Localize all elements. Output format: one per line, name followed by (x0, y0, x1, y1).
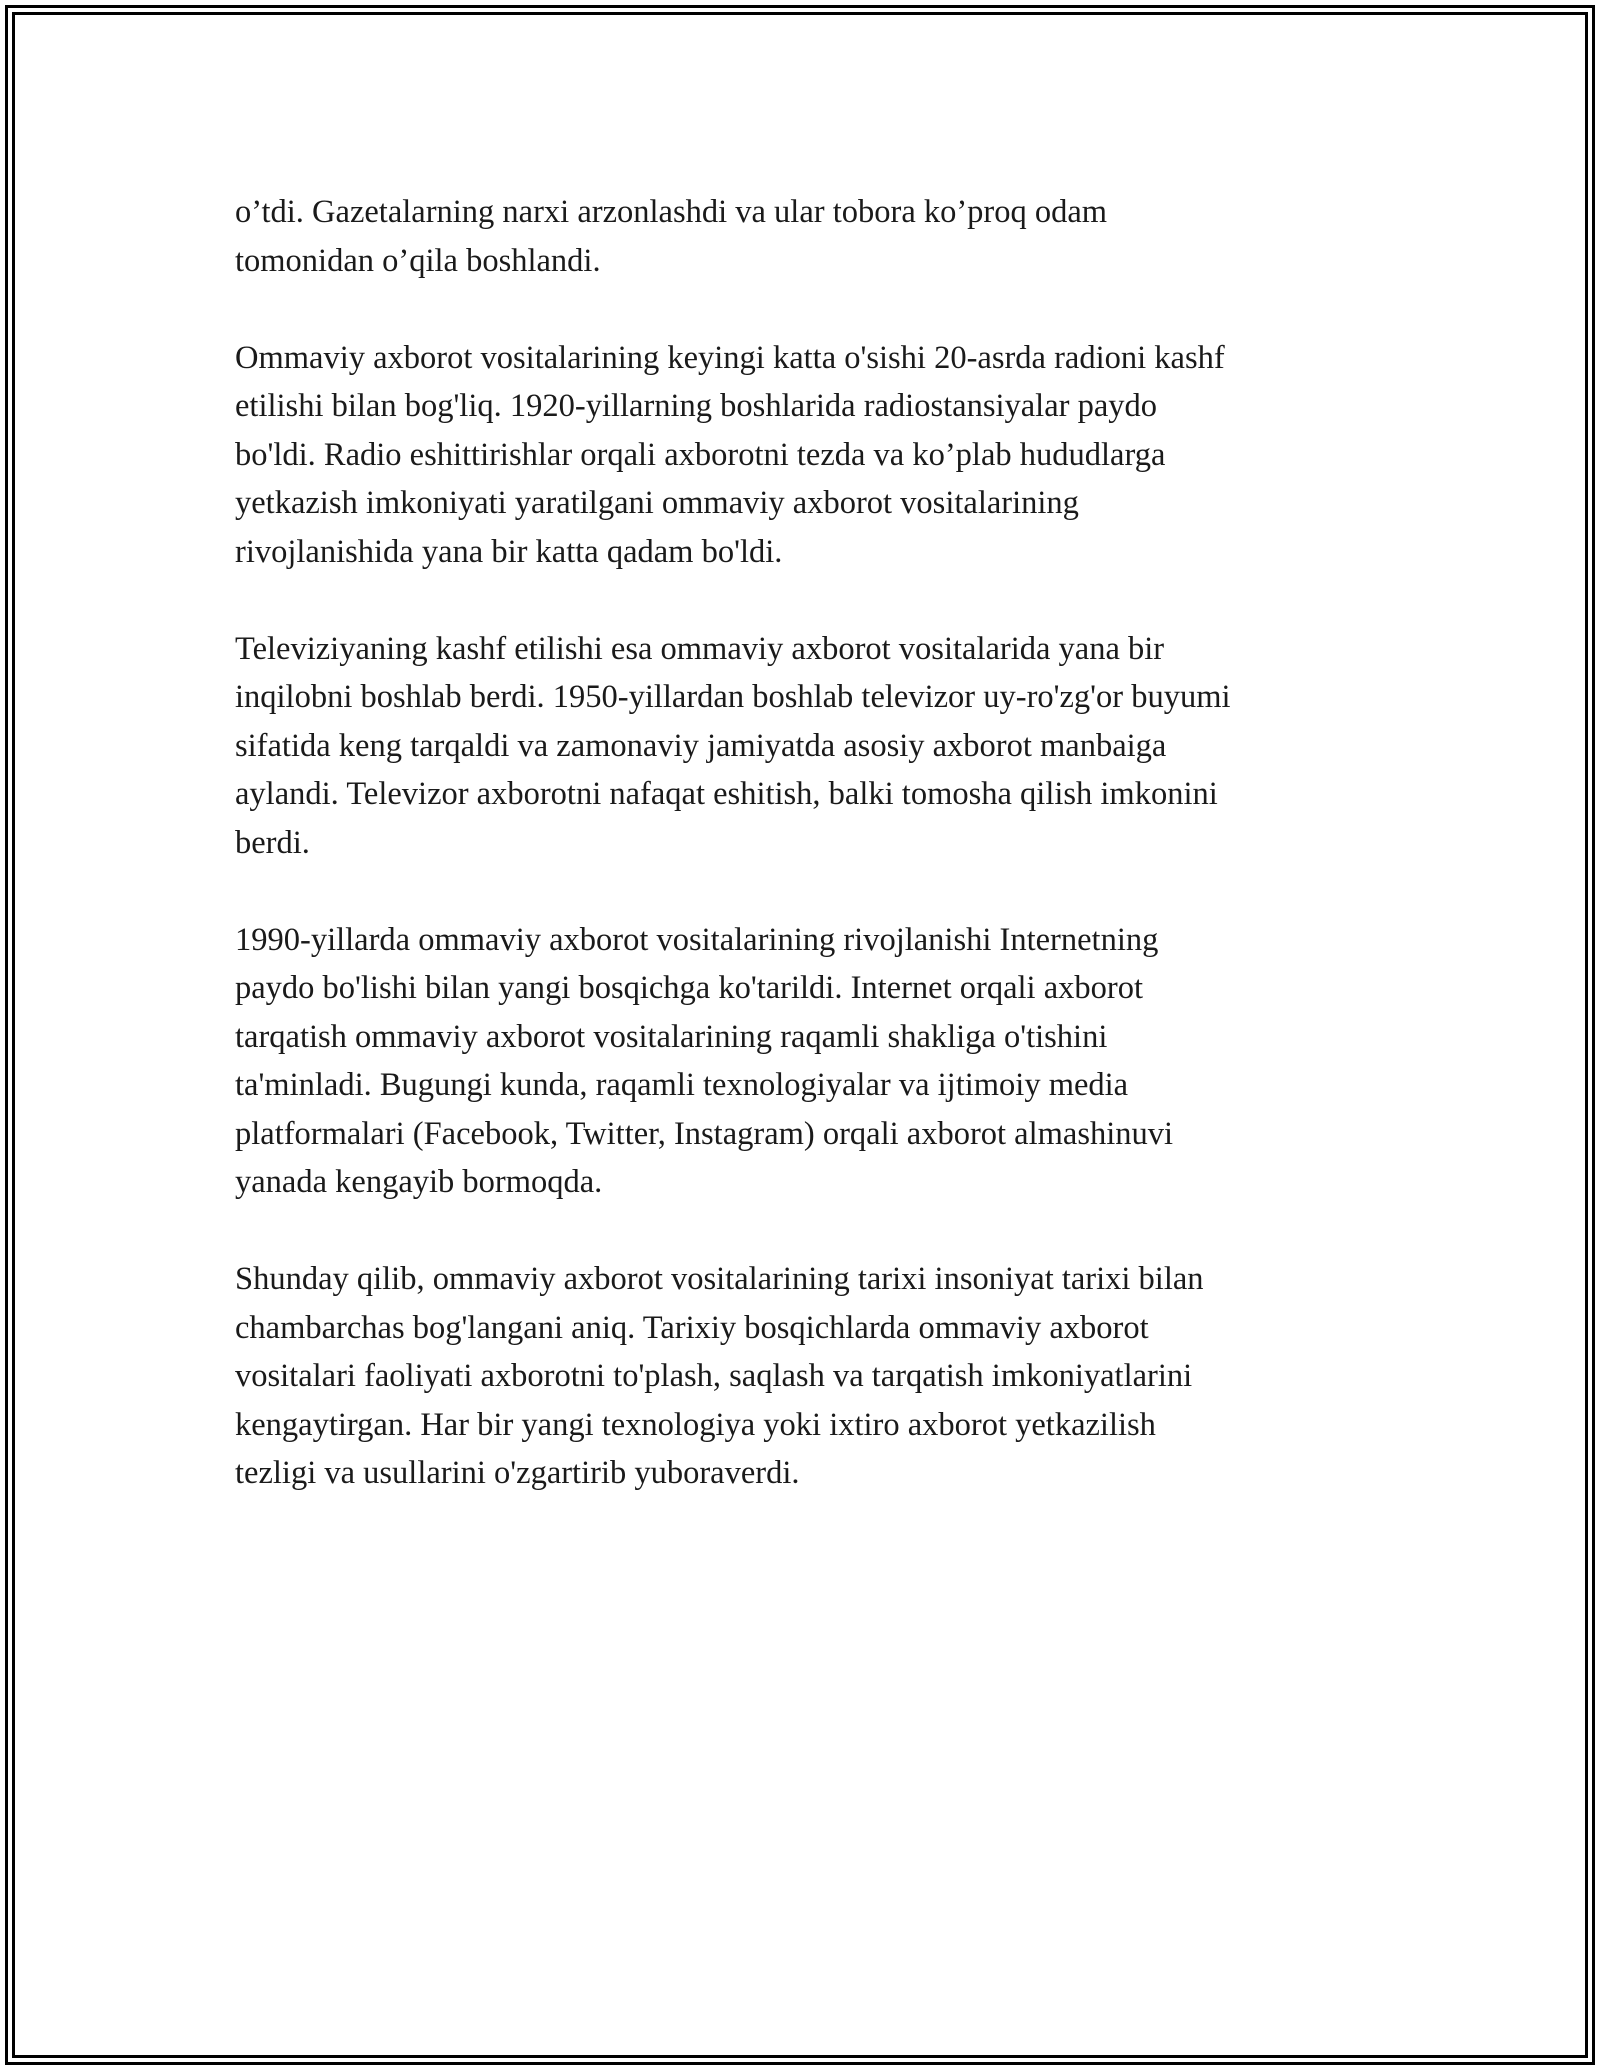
text-line: Ommaviy axborot vositalarining keyingi katta o'sishi 20-asrda radioni kashf (235, 339, 1225, 376)
text-line: sifatida keng tarqaldi va zamonaviy jamiyatda asosiy axborot manbaiga (235, 727, 1167, 764)
text-line: tezligi va usullarini o'zgartirib yuboraverdi. (235, 1455, 800, 1491)
text-line: inqilobni boshlab berdi. 1950-yillardan boshlab televizor uy-ro'zg'or buyumi (235, 679, 1231, 715)
text-line: kengaytirgan. Har bir yangi texnologiya yoki ixtiro axborot yetkazilish (235, 1406, 1156, 1443)
text-line: aylandi. Televizor axborotni nafaqat eshitish, balki tomosha qilish imkonini (235, 776, 1218, 812)
text-line: o’tdi. Gazetalarning narxi arzonlashdi va ular tobora ko’proq odam (235, 194, 1108, 230)
text-line: yanada kengayib bormoqda. (235, 1164, 603, 1200)
paragraph-2 (235, 334, 1380, 577)
text-line: paydo bo'lishi bilan yangi bosqichga ko'tarildi. Internet orqali axborot (235, 970, 1143, 1006)
text-line: platformalari (Facebook, Twitter, Instagram) orqali axborot almashinuvi (235, 1115, 1174, 1152)
text-line: vositalari faoliyati axborotni to'plash, saqlash va tarqatish imkoniyatlarini (235, 1358, 1193, 1394)
paragraph-3 (235, 625, 1380, 868)
text-line: bo'ldi. Radio eshittirishlar orqali axborotni tezda va ko’plab hududlarga (235, 436, 1166, 473)
text-line: rivojlanishida yana bir katta qadam bo'ldi. (235, 533, 783, 570)
text-line: yetkazish imkoniyati yaratilgani ommaviy axborot vositalarining (235, 485, 1079, 521)
text-line: ta'minladi. Bugungi kunda, raqamli texnologiyalar va ijtimoiy media (235, 1067, 1129, 1103)
text-line: tarqatish ommaviy axborot vositalarining raqamli shakliga o'tishini (235, 1018, 1108, 1055)
text-line: chambarchas bog'langani aniq. Tarixiy bosqichlarda ommaviy axborot (235, 1309, 1149, 1346)
text-line: berdi. (235, 824, 310, 861)
text-line: Shunday qilib, ommaviy axborot vositalarining tarixi insoniyat tarixi bilan (235, 1261, 1204, 1297)
document-body (235, 188, 1380, 1546)
paragraph-5 (235, 1255, 1380, 1498)
text-line: tomonidan o’qila boshlandi. (235, 242, 601, 279)
text-line: etilishi bilan bog'liq. 1920-yillarning boshlarida radiostansiyalar paydo (235, 388, 1157, 424)
text-line: 1990-yillarda ommaviy axborot vositalarining rivojlanishi Internetning (235, 921, 1159, 958)
paragraph-1 (235, 188, 1380, 285)
paragraph-4 (235, 916, 1380, 1207)
text-line: Televiziyaning kashf etilishi esa ommaviy axborot vositalarida yana bir (235, 630, 1165, 667)
